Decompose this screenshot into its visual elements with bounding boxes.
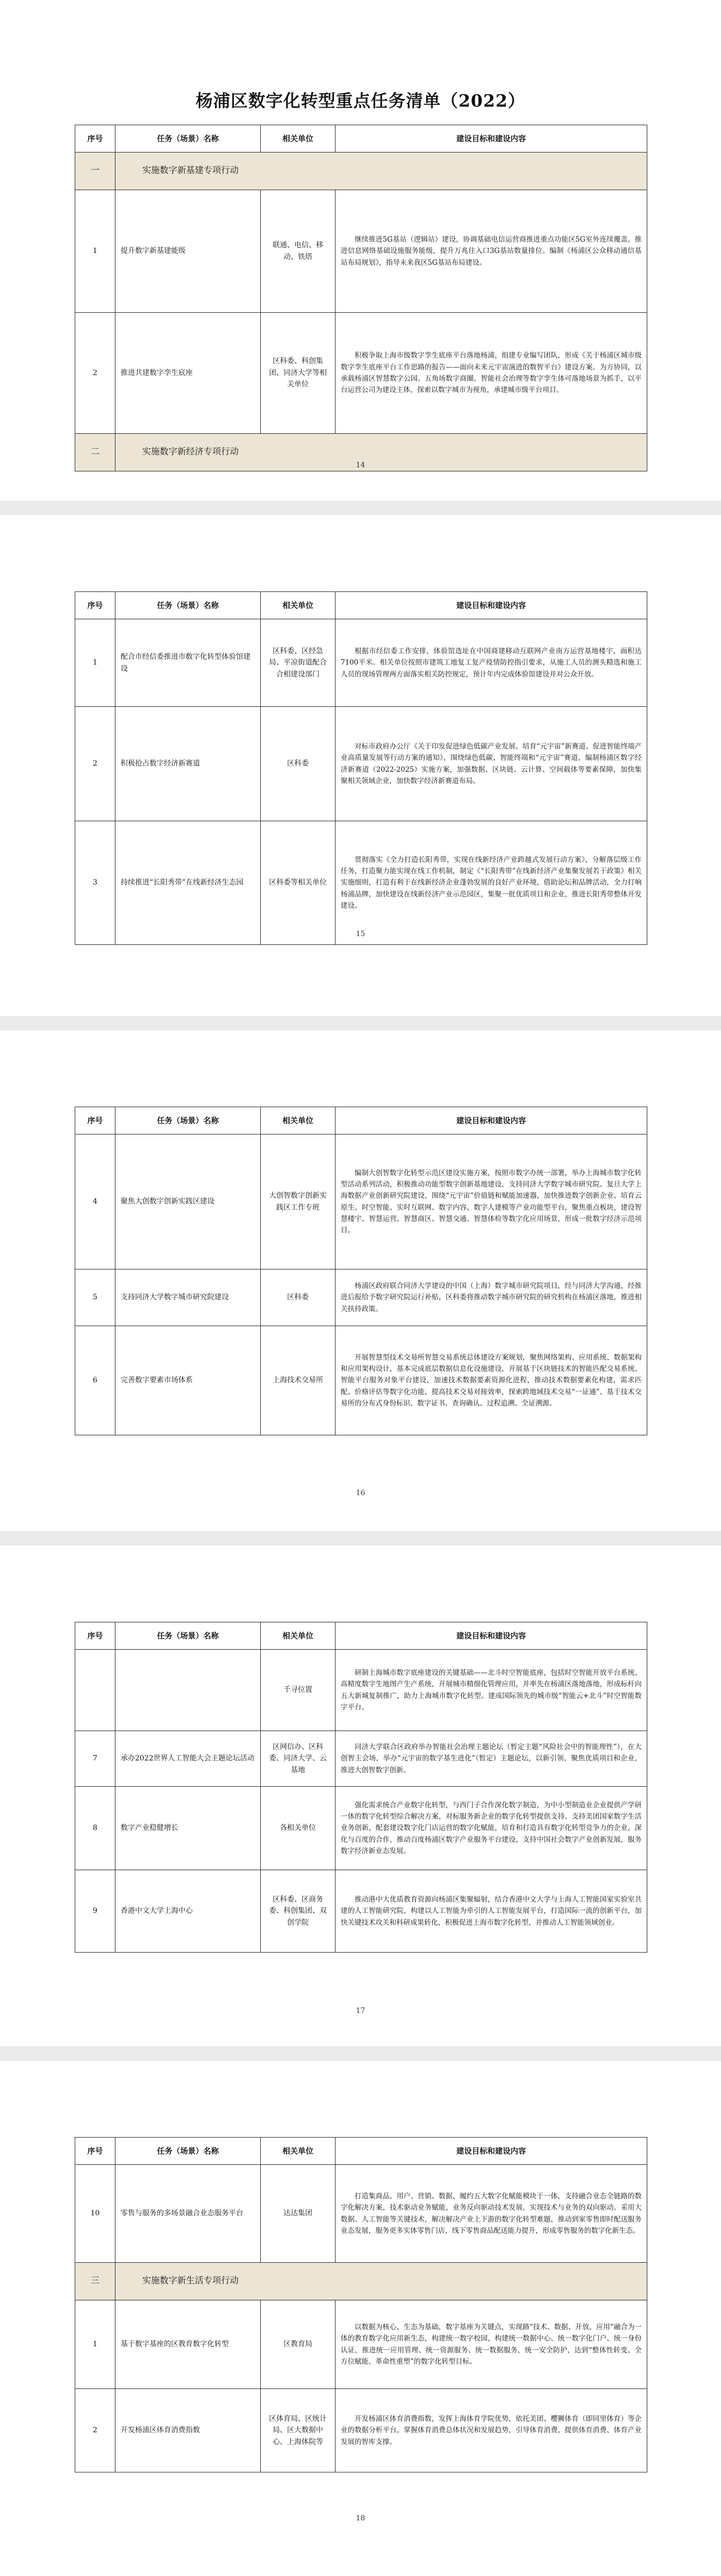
page-3 xyxy=(0,1030,721,1531)
row-task: 支持同济大学数字城市研究院建设 xyxy=(115,1269,261,1326)
table-row xyxy=(75,2389,647,2472)
row-no: 7 xyxy=(75,1731,115,1787)
table-row xyxy=(75,190,647,313)
row-no: 10 xyxy=(75,2165,115,2263)
page-number: 15 xyxy=(356,930,365,938)
page-number: 18 xyxy=(356,2514,365,2522)
page-1 xyxy=(0,0,721,501)
row-target: 推动港中大优质教育资源向杨浦区集聚辐射，结合香港中文大学与上海人工智能国家实验室共建的人工智能研究院，构建以人工智能为牵引的人工智能发展平台，打造国际一流的创新平台，加快关键技术攻关和科研成果转化，积极促进上海市数字化转型，并推动人工智能领域创业。 xyxy=(336,1870,647,1953)
row-task: 香港中文大学上海中心 xyxy=(115,1870,261,1953)
row-no: 2 xyxy=(75,2389,115,2472)
row-no: 1 xyxy=(75,190,115,313)
row-unit: 区体育局、区统计局、区大数据中心、上海体院等 xyxy=(261,2389,336,2472)
row-task: 持续推进“长阳秀带”在线新经济生态园 xyxy=(115,821,261,945)
row-target: 研制上海城市数字底座建设的关键基础——北斗时空智能底座，包括时空智能开放平台系统、高精度数字生地图产生产系统，开展城市精细化管理应用，并率先在杨浦区落地落地，形成标杆向五大新城复制推广，助力上海城市数字化转型。建成国际领先的城市级“智能云+北斗”时空智能数字平台。 xyxy=(336,1650,647,1731)
row-no: 6 xyxy=(75,1326,115,1435)
page-number: 17 xyxy=(356,2007,365,2015)
header-target: 建设目标和建设内容 xyxy=(336,2138,647,2165)
header-target: 建设目标和建设内容 xyxy=(336,1622,647,1650)
row-target: 以数据为核心、生态为基础，数字基座为关键点，实现路“技术、数据、开放、应用”融合为一体的教育数字化应用新生态，构建统一数字校园，构建统一数据中心、统一数字化门户、统一身份认证，推进统一应用管理、统一资源服务、统一数据服务，统一安全防护，达到“整体性转变、全方位赋能、革命性重塑”的数字化转型目标。 xyxy=(336,2300,647,2389)
table-row xyxy=(75,1731,647,1787)
row-target: 打造集商品、用户、营销、数据、履约五大数字化赋能模块于一体，支持融合业态全链路的数字化解决方案，技术驱动业务赋能，业务反向驱动技术发展，实现技术与业务的双向驱动。采用大数据、人工智能等关键技术，解决解决产业上下游的数字化转型难题，推动到家零售即时配送服务业态发展，服务更多实体零售门店，线下零售商品配送能力提升，形成零售服务的数字化新生态。 xyxy=(336,2165,647,2263)
table-header-row xyxy=(75,592,647,619)
table-row xyxy=(75,707,647,821)
header-unit: 相关单位 xyxy=(261,2138,336,2165)
table-row xyxy=(75,1650,647,1731)
page-2 xyxy=(0,515,721,1016)
header-unit: 相关单位 xyxy=(261,1622,336,1650)
header-task: 任务（场景）名称 xyxy=(115,1107,261,1134)
table-row xyxy=(75,1134,647,1269)
row-unit: 区科委、区经急局、平凉街道配合合相建设部门 xyxy=(261,619,336,707)
row-target: 开发杨浦区体育消费指数，发挥上海体育学院优势，依托美团、樱狮体育（即同里体育）等企业的数据分析平台，掌握体育消费总体状况和发展趋势，引导体育消费，提供体育消费、体育产业发展的智库支撑。 xyxy=(336,2389,647,2472)
row-no: 1 xyxy=(75,619,115,707)
header-no: 序号 xyxy=(75,1107,115,1134)
header-target: 建设目标和建设内容 xyxy=(336,1107,647,1134)
table-header-row xyxy=(75,2138,647,2165)
section-no: 三 xyxy=(75,2263,115,2300)
row-task: 聚焦大创数字创新实践区建设 xyxy=(115,1134,261,1269)
row-target: 编制大创智数字化转型示范区建设实施方案，按照市数字办统一部署，举办上海城市数字化转型活动系列活动，积极推动功能型数字创新基地建设，支持同济大学数字城市研究院、复旦大学上海数据产业创新研究院建设，围绕“元宇宙”价值链和赋能加速器，加快推进数字创新企业、培育云原生、时空智能、实时互联网、数字内容、数字人建模等产业功能型平台，聚焦重点板块，建设智慧楼宇、智慧运营、智慧商区、智慧交通、智慧体检等数字化应用场景，形成一批数字经济示范项目。 xyxy=(336,1134,647,1269)
row-unit: 联通、电信、移动、铁塔 xyxy=(261,190,336,313)
table-row xyxy=(75,313,647,434)
section-name: 实施数字新生活专项行动 xyxy=(115,2263,647,2300)
row-no: 3 xyxy=(75,821,115,945)
row-task: 积极抢占数字经济新赛道 xyxy=(115,707,261,821)
header-no: 序号 xyxy=(75,125,115,152)
row-task: 开发杨浦区体育消费指数 xyxy=(115,2389,261,2472)
row-target: 开展智慧型技术交易所智慧交易系统总体建设方案规划，聚焦网络架构、应用系统、数据架构和应用架构设计，基本完成底层数据信息化设施建设，开展基于区块链技术的智能匹配交易系统、智能平台服务对象平台建设，加速技术数据要素资源化进程，推动技术数据要素化构建，需求匹配、价格评估等数字化功能，提高技术交易对接效率，探索跨地域技术交易“一证通”、基于技术交易所的分布式身份标识、数字证书、查询确认、过程追溯、全证溯源。 xyxy=(336,1326,647,1435)
row-unit: 区教育局 xyxy=(261,2300,336,2389)
row-unit: 大创智数字创新实践区工作专班 xyxy=(261,1134,336,1269)
table-header-row xyxy=(75,125,647,152)
row-target: 杨浦区政府联合同济大学建设的中国（上海）数字城市研究院项目，经与同济大学沟通，经推进后报给予数字研究院运行补贴，区科委将推动数字城市研究院的研究机构在杨浦区落地，推进相关扶持政策。 xyxy=(336,1269,647,1326)
row-unit: 区科委、科创集团、同济大学等相关单位 xyxy=(261,313,336,434)
document-title: 杨浦区数字化转型重点任务清单（2022） xyxy=(195,91,526,111)
row-task: 提升数字新基建能级 xyxy=(115,190,261,313)
row-target: 贯彻落实《全力打造长阳秀带，实现在线新经济产业跨越式发展行动方案》，分解落层级工作任务，打造聚力能实现在线工作机制，制定《“长阳秀带”在线新经济产业集聚发展若干政策》相关实施细则，打造有利于在线新经济企业蓬勃发展的良好产业环境，借助论坛和品牌活动，全力打响杨浦品牌，加快建设在线新经济产业示范园区，集聚一批优质项目和企业，推进长阳秀带整体开发建设。 xyxy=(336,821,647,945)
table-row xyxy=(75,1870,647,1953)
row-target: 对标市政府办公厅《关于印发促进绿色低碳产业发展、培育“元宇宙”新赛道、促进智能终端产业高质量发展等行动方案的通知》，围绕绿色低碳、智能终端和“元宇宙”赛道，编制杨浦区数字经济新赛道（2022-2025）实施方案，加强数据、区块链、云计算、空间载体等要素保障，加快集聚相关领域企业，加快数字经济新赛道布局。 xyxy=(336,707,647,821)
task-table-page-1 xyxy=(75,125,647,471)
row-unit: 区科委 xyxy=(261,707,336,821)
row-target: 同济大学联合区政府举办智能社会治理主题论坛（暂定主题“风险社会中的智能理性”），在大创智主会场，举办“元宇宙的数字基生进化”（暂定）主题论坛，以新引领、聚焦优质项目和企业，推进大创智数字创新。 xyxy=(336,1731,647,1787)
row-no: 5 xyxy=(75,1269,115,1326)
row-unit: 上海技术交易所 xyxy=(261,1326,336,1435)
section-name: 实施数字新经济专项行动 xyxy=(115,434,647,471)
row-unit: 千寻位置 xyxy=(261,1650,336,1731)
row-target: 强化需求统合产业数字化转型，与西门子合作深化数字制造，为中小型制造业企业提供产学研一体的数字化转型综合解决方案，对标服务新企业的数字化转型提供支持。支持美团国家数字生活业务创新，配套建设数字化门店运营的数字化赋能，培育和打造具有数字化转型竞争力的企业，深化与百度的合作，推动百度杨浦区数字产业服务平台建设，支持中国社会数字产业创新发展，服务数字经济新业态发展。 xyxy=(336,1787,647,1870)
row-unit: 区科委、区商务委、科创集团、双创学院 xyxy=(261,1870,336,1953)
section-row xyxy=(75,2263,647,2300)
row-target: 积极争取上海市级数字孪生底座平台落地杨浦，组建专业编写团队，形成《关于杨浦区城市级数字孪生底座平台工作思路的报告——面向未来元宇宙演进的数智平台》建设方案。为方协同，以承载杨浦区智慧数字公园、五角场数字商圈、智能社会治理等数字孪生体可落地场景为抓手，以平台运营公司为建设主体，探索以数字城市为视角，承建城市级平台项目。 xyxy=(336,313,647,434)
table-row xyxy=(75,821,647,945)
row-no: 2 xyxy=(75,313,115,434)
header-no: 序号 xyxy=(75,2138,115,2165)
row-task: 数字产业稳健增长 xyxy=(115,1787,261,1870)
header-task: 任务（场景）名称 xyxy=(115,125,261,152)
row-task: 承办2022世界人工智能大会主题论坛活动 xyxy=(115,1731,261,1787)
row-unit: 区科委等相关单位 xyxy=(261,821,336,945)
header-unit: 相关单位 xyxy=(261,592,336,619)
row-no: 9 xyxy=(75,1870,115,1953)
page-number: 16 xyxy=(356,1489,365,1497)
page-number: 14 xyxy=(356,461,365,469)
header-task: 任务（场景）名称 xyxy=(115,1622,261,1650)
page-5 xyxy=(0,2061,721,2576)
page-4 xyxy=(0,1546,721,2046)
table-row xyxy=(75,2165,647,2263)
table-header-row xyxy=(75,1107,647,1134)
section-row xyxy=(75,152,647,190)
section-no: 一 xyxy=(75,152,115,190)
row-no: 8 xyxy=(75,1787,115,1870)
row-no xyxy=(75,1650,115,1731)
row-no: 4 xyxy=(75,1134,115,1269)
row-unit: 各相关单位 xyxy=(261,1787,336,1870)
header-unit: 相关单位 xyxy=(261,125,336,152)
task-table-page-2 xyxy=(75,591,647,945)
row-task: 配合市经信委推进市数字化转型体验馆建设 xyxy=(115,619,261,707)
row-task: 基于数字基座的区教育数字化转型 xyxy=(115,2300,261,2389)
header-unit: 相关单位 xyxy=(261,1107,336,1134)
table-row xyxy=(75,1787,647,1870)
table-header-row xyxy=(75,1622,647,1650)
task-table-page-3 xyxy=(75,1107,647,1435)
header-task: 任务（场景）名称 xyxy=(115,592,261,619)
row-task xyxy=(115,1650,261,1731)
row-target: 继续推进5G基站（逻辑站）建设，协调基础电信运营商推进重点功能区5G室外连续覆盖，推进信息网络基础设施服务能级，提升万兆住入口3G基站数量排位。编制《杨浦区公众移动通信基站布局规划》，指导未来我区5G基站布局建设。 xyxy=(336,190,647,313)
header-no: 序号 xyxy=(75,1622,115,1650)
table-row xyxy=(75,1269,647,1326)
row-no: 1 xyxy=(75,2300,115,2389)
header-no: 序号 xyxy=(75,592,115,619)
row-unit: 区网信办、区科委、同济大学、云基地 xyxy=(261,1731,336,1787)
task-table-page-5 xyxy=(75,2137,647,2472)
row-task: 零售与服务的多场景融合业态服务平台 xyxy=(115,2165,261,2263)
table-row xyxy=(75,619,647,707)
row-task: 完善数字要素市场体系 xyxy=(115,1326,261,1435)
section-name: 实施数字新基建专项行动 xyxy=(115,152,647,190)
row-target: 根据市经信委工作安排，体验馆选址在中国商建移动互联网产业南方运营基地楼宇，面积达7100平米。相关单位按照市建筑工地复工复产疫情防控指引要求，从施工人员的测头精选和施工人员的现场管理两方面落实相关防控规定，预计年内完成体验馆建设并对公众开放。 xyxy=(336,619,647,707)
header-target: 建设目标和建设内容 xyxy=(336,592,647,619)
row-unit: 区科委 xyxy=(261,1269,336,1326)
header-target: 建设目标和建设内容 xyxy=(336,125,647,152)
row-task: 推进共建数字孪生底座 xyxy=(115,313,261,434)
row-unit: 达达集团 xyxy=(261,2165,336,2263)
table-row xyxy=(75,1326,647,1435)
row-no: 2 xyxy=(75,707,115,821)
header-task: 任务（场景）名称 xyxy=(115,2138,261,2165)
section-no: 二 xyxy=(75,434,115,471)
task-table-page-4 xyxy=(75,1622,647,1953)
table-row xyxy=(75,2300,647,2389)
